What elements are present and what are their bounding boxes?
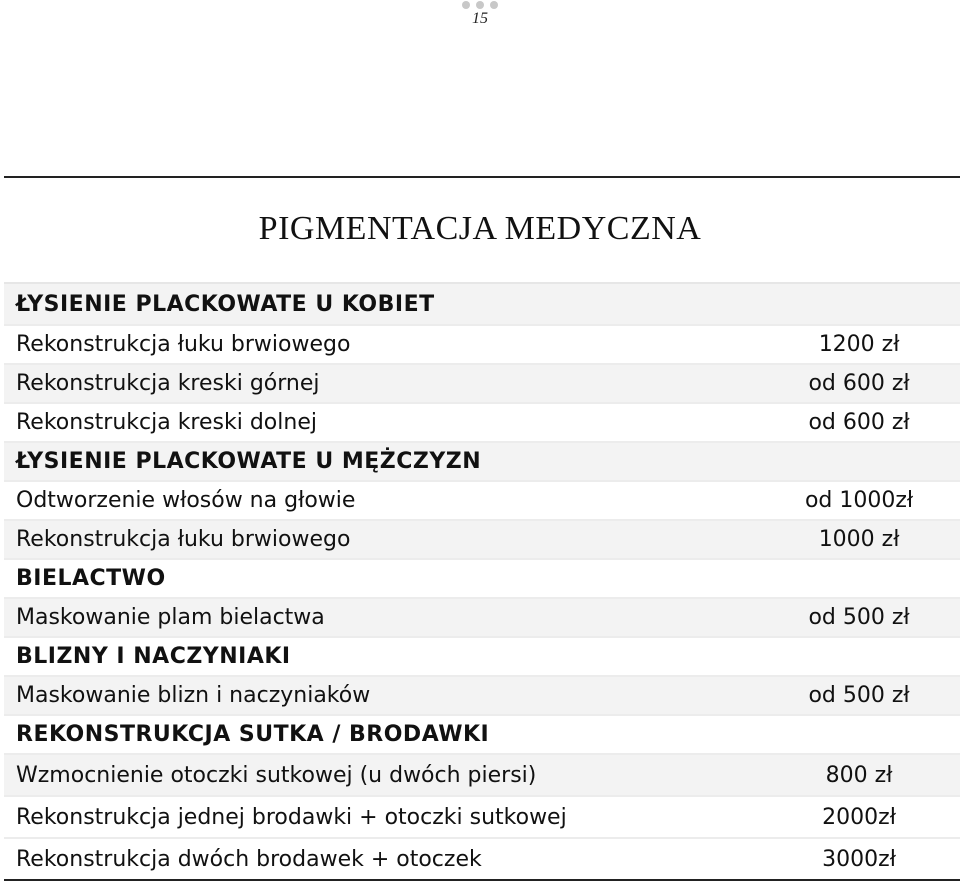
price-value: 2000zł	[822, 804, 896, 830]
table-row	[4, 521, 960, 560]
page-title	[0, 210, 960, 248]
top-divider	[4, 176, 960, 178]
service-name: Rekonstrukcja łuku brwiowego	[16, 332, 351, 357]
service-name: Odtworzenie włosów na głowie	[16, 488, 356, 513]
service-name: Rekonstrukcja łuku brwiowego	[16, 527, 351, 552]
price-value: od 1000zł	[804, 488, 914, 513]
page-number: 15	[472, 10, 488, 27]
service-name: Maskowanie plam bielactwa	[16, 605, 325, 630]
table-row	[4, 365, 960, 404]
service-name: Rekonstrukcja kreski dolnej	[16, 410, 317, 435]
dot-icon	[476, 1, 484, 9]
price-value: od 500 zł	[808, 683, 910, 708]
table-row	[4, 599, 960, 638]
price-value: 3000zł	[822, 846, 896, 872]
table-row	[4, 755, 960, 797]
table-row	[4, 797, 960, 839]
service-name: Rekonstrukcja dwóch brodawek + otoczek	[16, 846, 482, 872]
price-value: 1200 zł	[818, 332, 900, 357]
section-heading: BIELACTWO	[16, 566, 166, 591]
dot-icon	[490, 1, 498, 9]
price-value: 800 zł	[825, 762, 893, 788]
service-name: Maskowanie blizn i naczyniaków	[16, 683, 371, 708]
service-name: Rekonstrukcja kreski górnej	[16, 371, 320, 396]
page-number-block	[440, 0, 520, 30]
price-value: od 600 zł	[808, 410, 910, 435]
section-heading: REKONSTRUKCJA SUTKA / BRODAWKI	[16, 722, 490, 747]
table-row	[4, 560, 960, 599]
price-table	[4, 282, 960, 881]
table-row	[4, 638, 960, 677]
table-row	[4, 326, 960, 365]
table-row	[4, 443, 960, 482]
table-row	[4, 482, 960, 521]
page-title-text: PIGMENTACJA MEDYCZNA	[258, 210, 702, 247]
table-row	[4, 284, 960, 326]
table-row	[4, 716, 960, 755]
table-row	[4, 677, 960, 716]
service-name: Wzmocnienie otoczki sutkowej (u dwóch piersi)	[16, 762, 537, 788]
dot-icon	[462, 1, 470, 9]
section-heading: ŁYSIENIE PLACKOWATE U KOBIET	[16, 291, 435, 317]
section-heading: BLIZNY I NACZYNIAKI	[16, 644, 291, 669]
price-value: od 500 zł	[808, 605, 910, 630]
price-value: 1000 zł	[818, 527, 900, 552]
price-value: od 600 zł	[808, 371, 910, 396]
section-heading: ŁYSIENIE PLACKOWATE U MĘŻCZYZN	[16, 449, 482, 474]
service-name: Rekonstrukcja jednej brodawki + otoczki sutkowej	[16, 804, 567, 830]
table-row	[4, 404, 960, 443]
table-row	[4, 839, 960, 881]
